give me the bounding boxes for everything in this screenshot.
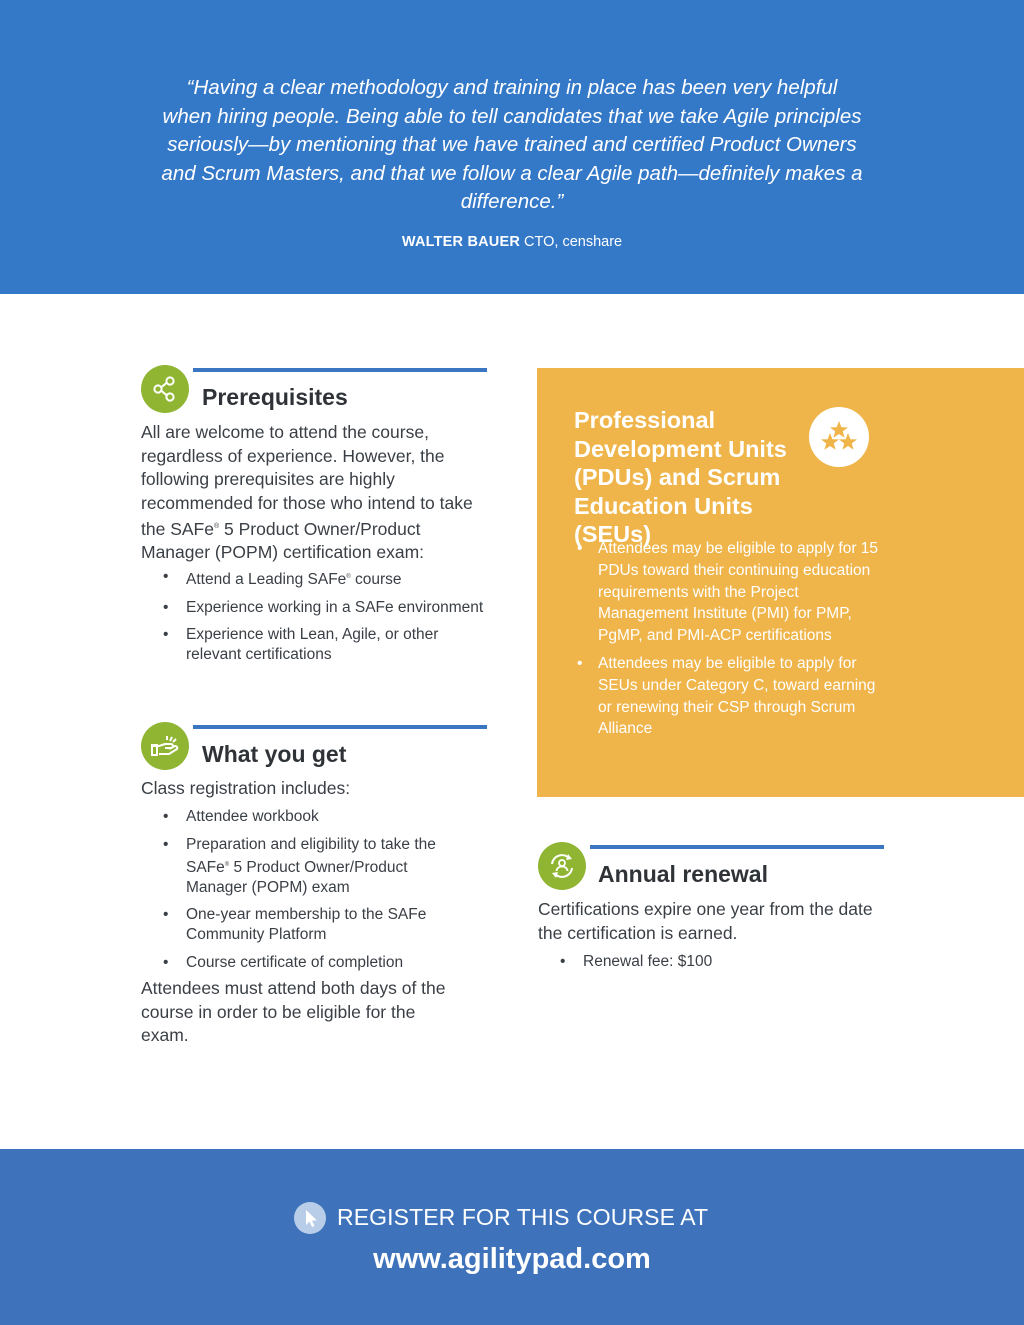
list-item: • Attend a Leading SAFe® course — [141, 567, 486, 590]
list-item: • Attendees may be eligible to apply for SEUs under Category C, toward earning or renewing their CSP through Scrum Alliance — [574, 653, 884, 740]
register-banner — [0, 1149, 1024, 1325]
renew-user-icon — [538, 842, 586, 890]
pdu-box — [537, 368, 1024, 797]
renewal-title: Annual renewal — [598, 861, 768, 887]
stars-icon — [809, 407, 869, 467]
share-nodes-icon — [141, 365, 189, 413]
pdu-title: Professional Development Units (PDUs) and Scrum Education Units (SEUs) — [574, 407, 787, 547]
list-item: • Preparation and eligibility to take the SAFe® 5 Product Owner/Product Manager (POPM) exam — [141, 835, 461, 898]
list-item: • Course certificate of completion — [141, 953, 461, 973]
list-item: • Renewal fee: $100 — [538, 952, 878, 972]
list-item: • Experience with Lean, Agile, or other relevant certifications — [141, 625, 486, 665]
testimonial-role: CTO, censhare — [524, 234, 623, 250]
testimonial-attribution — [0, 234, 1024, 250]
hand-offer-icon — [141, 722, 189, 770]
testimonial-banner — [0, 0, 1024, 294]
renewal-intro: Certifications expire one year from the date the certification is earned. — [538, 899, 873, 943]
renewal-list — [538, 952, 878, 980]
what-you-get-title: What you get — [202, 741, 347, 767]
what-you-get-rule — [193, 725, 487, 729]
cursor-icon — [294, 1202, 326, 1234]
what-you-get-intro: Class registration includes: — [141, 778, 351, 798]
prerequisites-intro: All are welcome to attend the course, regardless of experience. However, the following prerequisites are highly recommended for those who intend to take the SAFe® 5 Product Owner/Product Manager (POPM) certification exam: — [141, 422, 473, 563]
list-item: • Attendee workbook — [141, 807, 461, 827]
prerequisites-title: Prerequisites — [202, 384, 348, 410]
testimonial-quote: “Having a clear methodology and training in place has been very helpful when hiring people. Being able to tell candidates that we take Agile principles seriously—by mentioning that we have trained and certified Product Owners and Scrum Masters, and that we follow a clear Agile path—definitely makes a difference.” — [161, 76, 863, 213]
what-you-get-list — [141, 807, 461, 980]
what-you-get-footer: Attendees must attend both days of the course in order to be eligible for the exam. — [141, 978, 446, 1045]
testimonial-name: WALTER BAUER — [401, 234, 521, 250]
list-item: • Attendees may be eligible to apply for 15 PDUs toward their continuing education requirements with the Project Management Institute (PMI) for PMP, PgMP, and PMI-ACP certifications — [574, 538, 884, 647]
list-item: • Experience working in a SAFe environment — [141, 598, 486, 618]
register-label: REGISTER FOR THIS COURSE AT — [337, 1204, 709, 1230]
prerequisites-rule — [193, 368, 487, 372]
register-link[interactable]: www.agilitypad.com — [373, 1243, 651, 1275]
prerequisites-list — [141, 567, 486, 673]
list-item: • One-year membership to the SAFe Community Platform — [141, 905, 461, 945]
pdu-list — [574, 538, 884, 746]
renewal-rule — [590, 845, 884, 849]
